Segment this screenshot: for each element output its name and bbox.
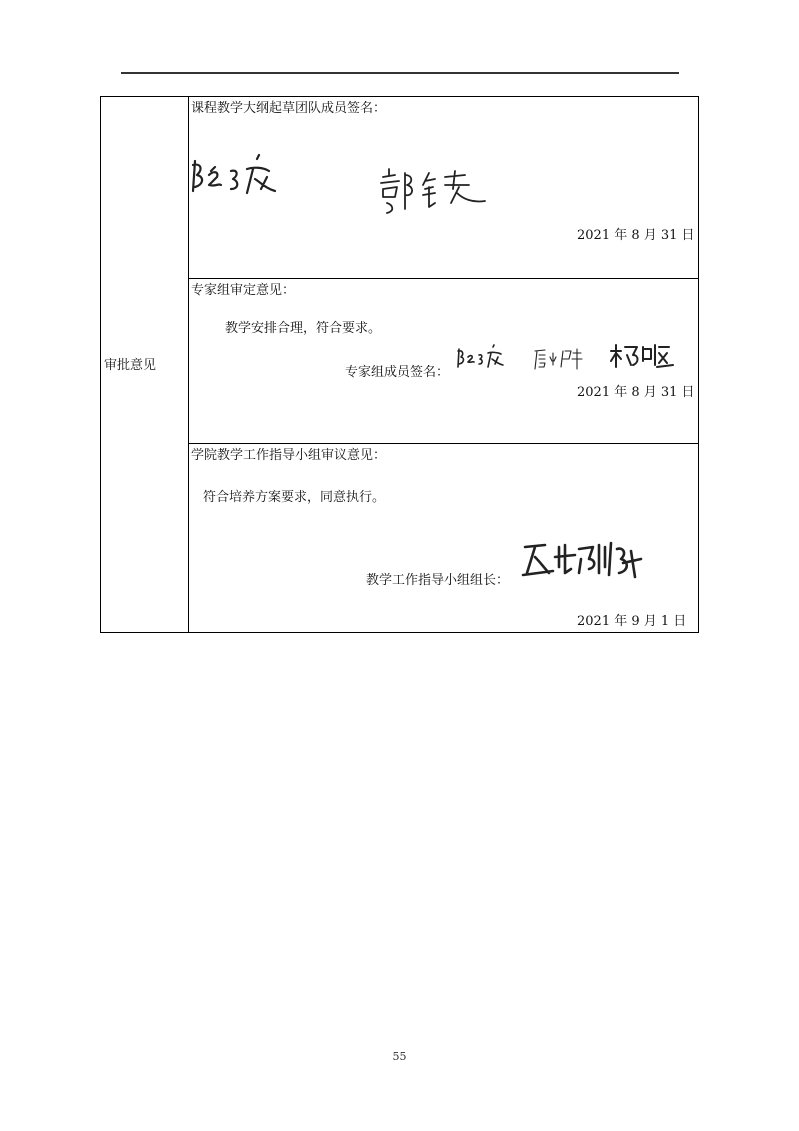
row-divider-1 <box>188 278 698 279</box>
signature-committee-leader <box>519 537 651 583</box>
header-rule <box>121 72 679 74</box>
expert-review-heading: 专家组审定意见： <box>191 283 296 298</box>
signature-expert-3 <box>607 339 677 373</box>
college-opinion: 符合培养方案要求，同意执行。 <box>203 490 386 505</box>
signature-expert-2 <box>531 345 595 375</box>
signature-expert-1 <box>455 343 519 375</box>
signature-drafter-2 <box>373 163 505 217</box>
drafting-date: 2021 年 8 月 31 日 <box>577 228 695 243</box>
drafting-team-heading: 课程教学大纲起草团队成员签名： <box>191 101 387 116</box>
expert-opinion: 教学安排合理，符合要求。 <box>225 321 382 336</box>
row-divider-2 <box>188 443 698 444</box>
expert-sign-label: 专家组成员签名： <box>345 365 450 380</box>
committee-review-date: 2021 年 9 月 1 日 <box>577 614 687 629</box>
signature-drafter-1 <box>187 149 307 217</box>
page-number: 55 <box>392 1050 407 1063</box>
approval-label: 审批意见 <box>104 358 157 373</box>
approval-table <box>100 96 699 633</box>
committee-sign-label: 教学工作指导小组组长： <box>366 573 510 588</box>
expert-review-date: 2021 年 8 月 31 日 <box>577 385 695 400</box>
college-review-heading: 学院教学工作指导小组审议意见： <box>191 448 387 463</box>
